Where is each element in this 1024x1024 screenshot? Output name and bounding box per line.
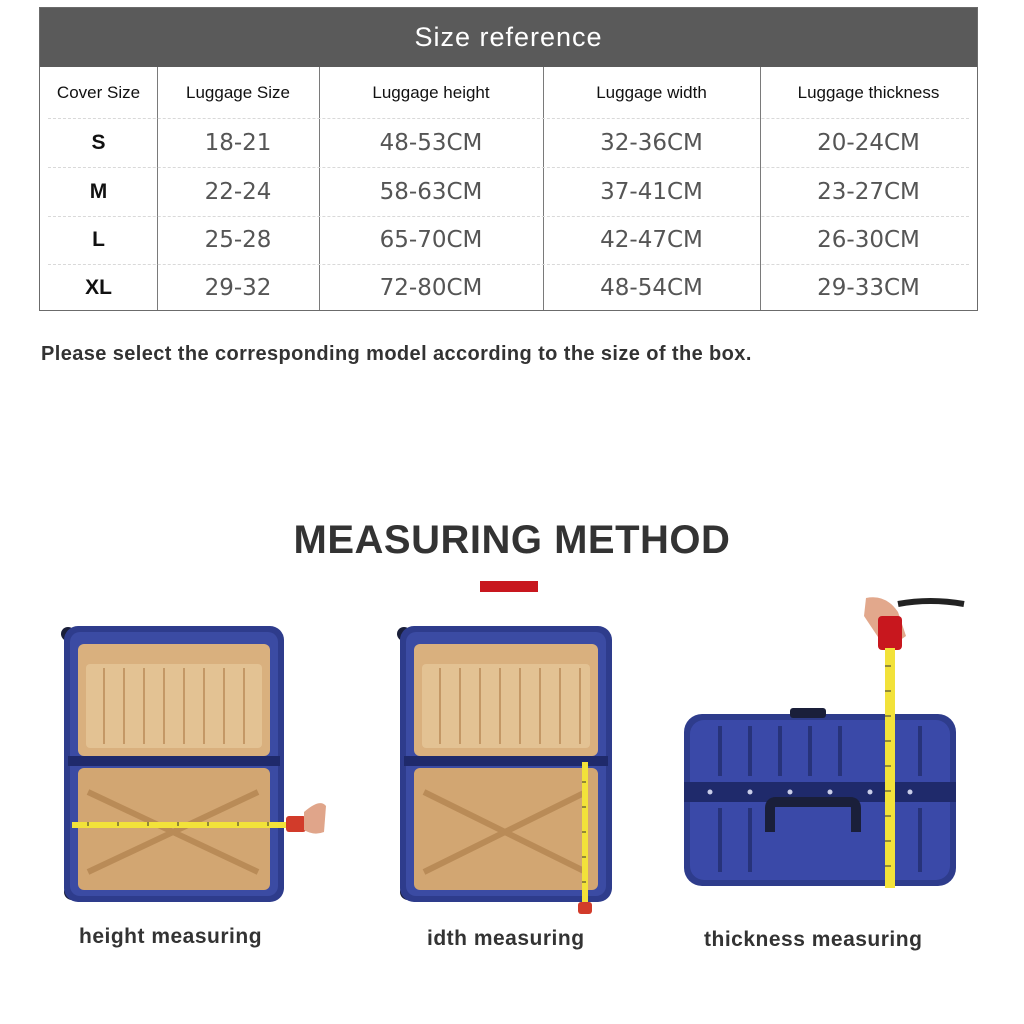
table-cell: 72-80CM <box>379 274 483 301</box>
table-cell: 20-24CM <box>817 129 920 156</box>
thickness-measuring-caption: thickness measuring <box>704 928 923 951</box>
thickness-measuring-illustration <box>680 596 976 898</box>
table-cell: 65-70CM <box>379 227 483 253</box>
table-grid <box>40 67 977 310</box>
table-cell: 32-36CM <box>600 129 703 156</box>
width-measuring-caption: idth measuring <box>427 927 585 950</box>
table-cell: 29-32 <box>204 274 272 301</box>
table-cell: 42-47CM <box>600 227 703 253</box>
measuring-method-title: MEASURING METHOD <box>293 518 731 562</box>
height-measuring-illustration <box>58 622 328 910</box>
column-header: Luggage height <box>372 82 490 102</box>
column-header: Luggage width <box>596 82 707 102</box>
column-header: Luggage Size <box>186 82 290 102</box>
table-cell: 58-63CM <box>379 178 483 205</box>
table-title: Size reference <box>40 8 977 67</box>
table-cell: 37-41CM <box>600 178 703 205</box>
size-reference-table <box>39 7 978 311</box>
accent-bar <box>480 581 538 592</box>
cover-size-cell: L <box>92 228 105 251</box>
table-cell: 25-28 <box>204 227 272 253</box>
size-selection-note: Please select the corresponding model according to the size of the box. <box>41 343 752 365</box>
column-header: Cover Size <box>56 82 141 102</box>
cover-size-cell: M <box>89 179 108 203</box>
height-measuring-caption: height measuring <box>79 925 263 948</box>
table-cell: 29-33CM <box>817 274 920 301</box>
table-cell: 22-24 <box>204 178 272 205</box>
table-cell: 48-53CM <box>379 129 483 156</box>
table-cell: 23-27CM <box>817 178 920 205</box>
table-cell: 26-30CM <box>817 227 920 253</box>
width-measuring-illustration <box>396 622 626 918</box>
table-cell: 18-21 <box>204 129 272 156</box>
cover-size-cell: S <box>91 130 106 154</box>
column-header: Luggage thickness <box>797 82 940 102</box>
table-cell: 48-54CM <box>600 274 703 301</box>
cover-size-cell: XL <box>85 275 112 299</box>
